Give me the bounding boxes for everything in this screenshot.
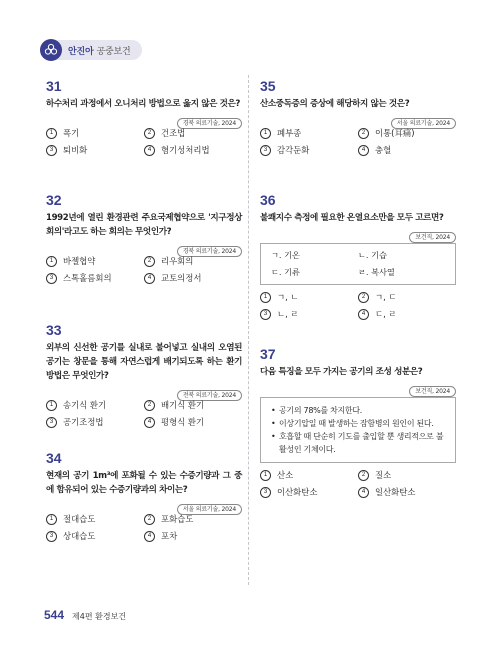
question-32 (46, 192, 242, 284)
feature-box (260, 397, 456, 463)
option-1[interactable]: 1 송기식 환기 (46, 399, 144, 411)
page-footer (44, 608, 126, 622)
header-subject: 공중보건 (96, 46, 131, 57)
option-3[interactable]: 3 스톡홀름회의 (46, 272, 144, 284)
feature-item: • 이상기압일 때 발생하는 잠함병의 원인이 된다. (271, 417, 445, 430)
option-4[interactable]: 4 충혈 (358, 144, 456, 156)
question-37 (260, 346, 456, 498)
source-badge: 보건직, 2024 (409, 386, 456, 397)
option-4[interactable]: 4 혐기성처리법 (144, 144, 242, 156)
question-number: 36 (260, 192, 276, 208)
condition-item: ㄹ. 복사열 (358, 267, 395, 277)
option-3[interactable]: 3 이산화탄소 (260, 486, 358, 498)
option-2[interactable]: 2 이통(耳痛) (358, 127, 456, 139)
option-2[interactable]: 2 배기식 환기 (144, 399, 242, 411)
question-34 (46, 450, 242, 542)
condition-box (260, 243, 456, 285)
question-text: 1992년에 열린 환경관련 주요국제협약으로 '지구정상회의'라고도 하는 회의는 무엇인가? (46, 213, 242, 237)
option-1[interactable]: 1 절대습도 (46, 513, 144, 525)
question-31 (46, 78, 242, 156)
option-2[interactable]: 2 건조법 (144, 127, 242, 139)
option-2[interactable]: 2 질소 (358, 469, 456, 481)
question-number: 32 (46, 192, 62, 208)
question-33 (46, 322, 242, 428)
feature-item: • 호흡할 때 단순히 기도를 출입할 뿐 생리적으로 불활성인 기체이다. (271, 430, 445, 456)
option-1[interactable]: 1 산소 (260, 469, 358, 481)
source-badge: 경북 의료기술, 2024 (177, 118, 242, 129)
option-4[interactable]: 4 일산화탄소 (358, 486, 456, 498)
question-number: 37 (260, 346, 276, 362)
option-3[interactable]: 3 ㄴ, ㄹ (260, 308, 358, 320)
question-35 (260, 78, 456, 156)
part-title: 제4편 환경보건 (72, 612, 127, 621)
question-text: 불쾌지수 측정에 필요한 온열요소만을 모두 고르면? (260, 213, 444, 223)
question-number: 31 (46, 78, 62, 94)
option-2[interactable]: 2 포화습도 (144, 513, 242, 525)
question-number: 33 (46, 322, 62, 338)
header-brand: 안진아 (68, 46, 94, 57)
source-badge: 서울 의료기술, 2024 (391, 118, 456, 129)
option-2[interactable]: 2 리우회의 (144, 255, 242, 267)
option-1[interactable]: 1 폭기 (46, 127, 144, 139)
option-1[interactable]: 1 ㄱ, ㄴ (260, 291, 358, 303)
option-3[interactable]: 3 감각둔화 (260, 144, 358, 156)
option-1[interactable]: 1 폐부종 (260, 127, 358, 139)
question-number: 35 (260, 78, 276, 94)
question-text: 하수처리 과정에서 오니처리 방법으로 옳지 않은 것은? (46, 99, 240, 109)
option-4[interactable]: 4 ㄷ, ㄹ (358, 308, 456, 320)
column-divider (248, 75, 249, 585)
option-4[interactable]: 4 포차 (144, 530, 242, 542)
option-3[interactable]: 3 공기조정법 (46, 416, 144, 428)
subject-header (44, 40, 142, 60)
question-36 (260, 192, 456, 320)
option-2[interactable]: 2 ㄱ, ㄷ (358, 291, 456, 303)
option-3[interactable]: 3 상대습도 (46, 530, 144, 542)
option-4[interactable]: 4 교토의정서 (144, 272, 242, 284)
question-number: 34 (46, 450, 62, 466)
source-badge: 전북 의료기술, 2024 (177, 390, 242, 401)
flower-logo-icon (40, 39, 62, 61)
source-badge: 서울 의료기술, 2024 (177, 504, 242, 515)
question-text: 현재의 공기 1m³에 포화될 수 있는 수증기량과 그 중에 함유되어 있는 수증기량과의 차이는? (46, 471, 242, 495)
source-badge: 경북 의료기술, 2024 (177, 246, 242, 257)
page-number: 544 (44, 608, 65, 622)
condition-item: ㄴ. 기습 (358, 250, 387, 260)
question-text: 다음 특징을 모두 가지는 공기의 조성 성분은? (260, 367, 423, 377)
condition-item: ㄷ. 기류 (271, 267, 300, 277)
option-3[interactable]: 3 퇴비화 (46, 144, 144, 156)
question-text: 외부의 신선한 공기를 실내로 불어넣고 실내의 오염된 공기는 창문을 통해 자연스럽게 배기되도록 하는 환기방법은 무엇인가? (46, 343, 242, 381)
feature-item: • 공기의 78%를 차지한다. (271, 404, 445, 417)
condition-item: ㄱ. 기온 (271, 250, 300, 260)
option-1[interactable]: 1 바젤협약 (46, 255, 144, 267)
source-badge: 보건직, 2024 (409, 232, 456, 243)
option-4[interactable]: 4 평형식 환기 (144, 416, 242, 428)
question-text: 산소중독증의 증상에 해당하지 않는 것은? (260, 99, 410, 109)
